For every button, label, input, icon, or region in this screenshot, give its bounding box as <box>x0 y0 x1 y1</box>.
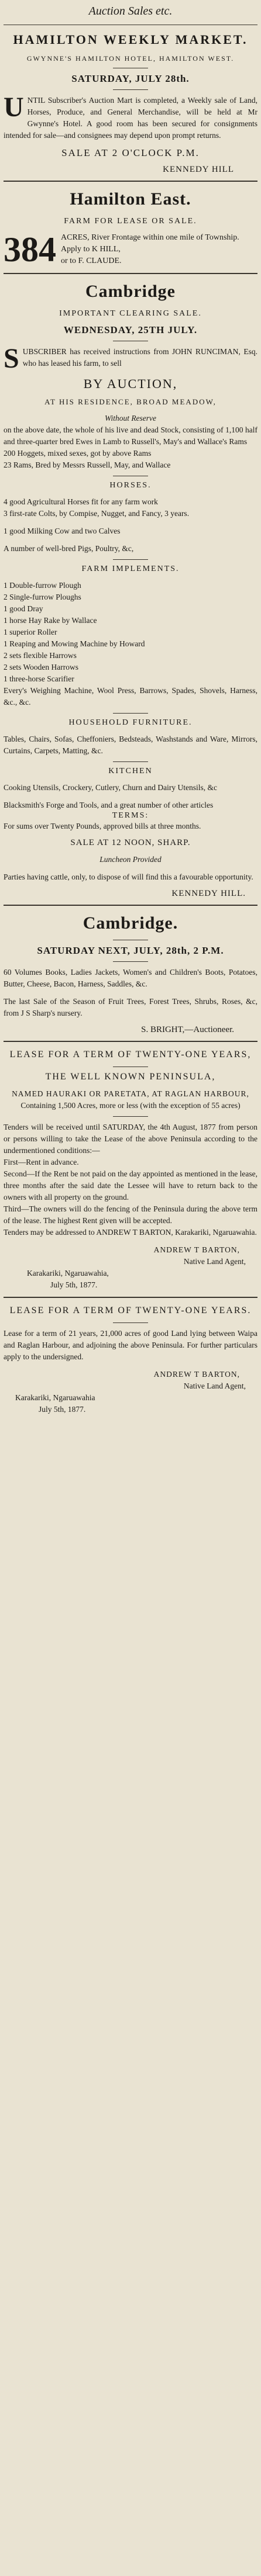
drop-cap: U <box>4 92 24 123</box>
divider <box>113 961 148 962</box>
signature-role: Native Land Agent, <box>183 1382 246 1390</box>
ad-body: on the above date, the whole of his live and dead Stock, consisting of 1,100 half and three-quarter bred Ewes in Lamb to Russell's, May's and Wallace's Rams <box>4 425 257 446</box>
ad-place: GWYNNE'S HAMILTON HOTEL, HAMILTON WEST. <box>26 54 235 63</box>
list-item: 1 Double-furrow Plough <box>4 581 81 590</box>
list-item: 1 superior Roller <box>4 628 57 636</box>
signature-date: July 5th, 1877. <box>39 1405 86 1414</box>
ad-location: AT HIS RESIDENCE, BROAD MEADOW, <box>44 397 217 406</box>
ad-title: Cambridge <box>85 282 176 301</box>
section-heading: FARM IMPLEMENTS. <box>81 565 180 573</box>
ad-subtitle: THE WELL KNOWN PENINSULA, <box>45 1072 216 1082</box>
ad-line: or to F. CLAUDE. <box>61 257 122 265</box>
ad-body: 200 Hoggets, mixed sexes, got by above Rams <box>4 449 152 458</box>
divider <box>4 905 257 906</box>
ad-body: 1 good Milking Cow and two Calves <box>4 527 121 535</box>
signature-name: ANDREW T BARTON, <box>153 1245 240 1254</box>
list-item: 2 sets flexible Harrows <box>4 651 77 660</box>
ad-title: LEASE FOR A TERM OF TWENTY-ONE YEARS, <box>9 1050 252 1060</box>
ad-body: Every's Weighing Machine, Wool Press, Barrows, Spades, Shovels, Harness, &c., &c. <box>4 686 257 707</box>
divider <box>113 713 148 714</box>
ad-title: Hamilton East. <box>70 189 191 209</box>
ad-body: 4 good Agricultural Horses fit for any farm work <box>4 497 158 506</box>
section-heading: KITCHEN <box>108 767 153 775</box>
ad-body: SUBSCRIBER has received instructions from JOHN RUNCIMAN, Esq. who has leased his farm, to sell <box>4 343 257 374</box>
divider <box>4 273 257 274</box>
ad-sale-time: SALE AT 2 O'CLOCK P.M. <box>61 147 200 158</box>
ad-body: Tables, Chairs, Sofas, Cheffoniers, Bedsteads, Washstands and Ware, Mirrors, Curtains, Carpets, Matting, &c. <box>4 735 257 755</box>
ad-body: 3 first-rate Colts, by Compise, Nugget, and Fancy, 3 years. <box>4 509 190 518</box>
divider <box>113 761 148 762</box>
ad-body: Third—The owners will do the fencing of the Peninsula during the above term of the lease. The highest Rent given will be accepted. <box>4 1204 257 1225</box>
ad-body: Second—If the Rent be not paid on the day appointed as mentioned in the lease, three months after the said date the Lessee will have to return back to the owners with all property on the ground. <box>4 1169 257 1202</box>
drop-cap: S <box>4 343 19 374</box>
implements-list <box>4 580 257 685</box>
signature-place: Karakariki, Ngaruawahia <box>15 1393 95 1402</box>
ad-body: Tenders may be addressed to ANDREW T BARTON, Karakariki, Ngaruawahia. <box>4 1228 257 1237</box>
ad-subtitle: FARM FOR LEASE OR SALE. <box>64 217 197 226</box>
ad-title: HAMILTON WEEKLY MARKET. <box>13 32 248 47</box>
acreage-number: 384 <box>4 230 56 269</box>
auctioneer: KENNEDY HILL <box>163 165 234 174</box>
section-header: Auction Sales etc. <box>88 5 173 18</box>
list-item: 2 Single-furrow Ploughs <box>4 593 81 601</box>
ad-body: UNTIL Subscriber's Auction Mart is completed, a Weekly sale of Land, Horses, Produce, and General Merchandise, will be held at Mr Gwynne's Hotel. A good room has been secured for consignments intended for sale—and consignees may depend upon prompt returns. <box>4 92 257 140</box>
signature-role: Native Land Agent, <box>183 1257 246 1266</box>
ad-date: SATURDAY NEXT, JULY, 28th, 2 P.M. <box>37 945 224 956</box>
ad-body: A number of well-bred Pigs, Poultry, &c, <box>4 544 134 553</box>
section-heading: HOUSEHOLD FURNITURE. <box>68 718 193 727</box>
list-item: 1 good Dray <box>4 604 43 613</box>
divider <box>113 89 148 90</box>
ad-body: The last Sale of the Season of Fruit Trees, Forest Trees, Shrubs, Roses, &c, from J S Sharp's nursery. <box>4 997 257 1017</box>
signature-place: Karakariki, Ngaruawahia, <box>27 1269 109 1277</box>
auctioneer: KENNEDY HILL. <box>171 889 246 898</box>
ad-line: Apply to K HILL, <box>61 245 121 254</box>
ad-body: Tenders will be received until SATURDAY, the 4th August, 1877 from person or persons willing to take the Lease of the above Peninsula according to the undermentioned conditions:— <box>4 1123 257 1155</box>
divider <box>113 559 148 560</box>
signature-name: ANDREW T BARTON, <box>153 1370 240 1379</box>
ad-body: 23 Rams, Bred by Messrs Russell, May, and Wallace <box>4 461 171 469</box>
ad-body: 60 Volumes Books, Ladies Jackets, Women's and Children's Boots, Potatoes, Butter, Cheese, Bacon, Harness, Saddles, &c. <box>4 968 257 988</box>
ad-sale-time: SALE AT 12 NOON, SHARP. <box>70 838 191 847</box>
divider <box>113 1322 148 1323</box>
ad-date: WEDNESDAY, 25TH JULY. <box>63 324 198 335</box>
divider <box>113 1116 148 1117</box>
list-item: 1 three-horse Scarifier <box>4 674 74 683</box>
ad-body: Containing 1,500 Acres, more or less (with the exception of 55 acres) <box>20 1101 241 1110</box>
ad-subtitle: NAMED HAURAKI OR PARETATA, AT RAGLAN HARBOUR, <box>12 1089 249 1098</box>
ad-heading: BY AUCTION, <box>83 376 178 391</box>
auctioneer: S. BRIGHT,—Auctioneer. <box>141 1025 234 1034</box>
ad-body: First—Rent in advance. <box>4 1158 79 1166</box>
divider <box>4 1041 257 1042</box>
signature-date: July 5th, 1877. <box>50 1280 98 1289</box>
ad-subtitle: IMPORTANT CLEARING SALE. <box>59 309 202 318</box>
list-item: 2 sets Wooden Harrows <box>4 663 79 671</box>
ad-line: ACRES, River Frontage within one mile of Township. <box>61 233 239 242</box>
ad-body: Blacksmith's Forge and Tools, and a great number of other articles <box>4 801 214 809</box>
divider <box>4 181 257 182</box>
ad-body: Cooking Utensils, Crockery, Cutlery, Churn and Dairy Utensils, &c <box>4 783 217 792</box>
ad-body: Lease for a term of 21 years, 21,000 acres of good Land lying between Waipa and Raglan Harbour, and adjoining the above Peninsula. For further particulars apply to the undersigned. <box>4 1329 257 1361</box>
ad-note: Luncheon Provided <box>99 855 162 864</box>
list-item: 1 Reaping and Mowing Machine by Howard <box>4 639 145 648</box>
ad-title: Cambridge. <box>83 913 178 933</box>
divider <box>4 1297 257 1298</box>
ad-body: Parties having cattle, only, to dispose of will find this a favourable opportunity. <box>4 872 253 881</box>
ad-date: SATURDAY, JULY 28th. <box>71 73 190 84</box>
ad-body: For sums over Twenty Pounds, approved bills at three months. <box>4 822 201 830</box>
list-item: 1 horse Hay Rake by Wallace <box>4 616 97 625</box>
ad-title: LEASE FOR A TERM OF TWENTY-ONE YEARS. <box>9 1306 252 1315</box>
section-heading: HORSES. <box>109 481 152 490</box>
section-heading: TERMS: <box>112 811 149 820</box>
ad-note: Without Reserve <box>104 414 157 423</box>
